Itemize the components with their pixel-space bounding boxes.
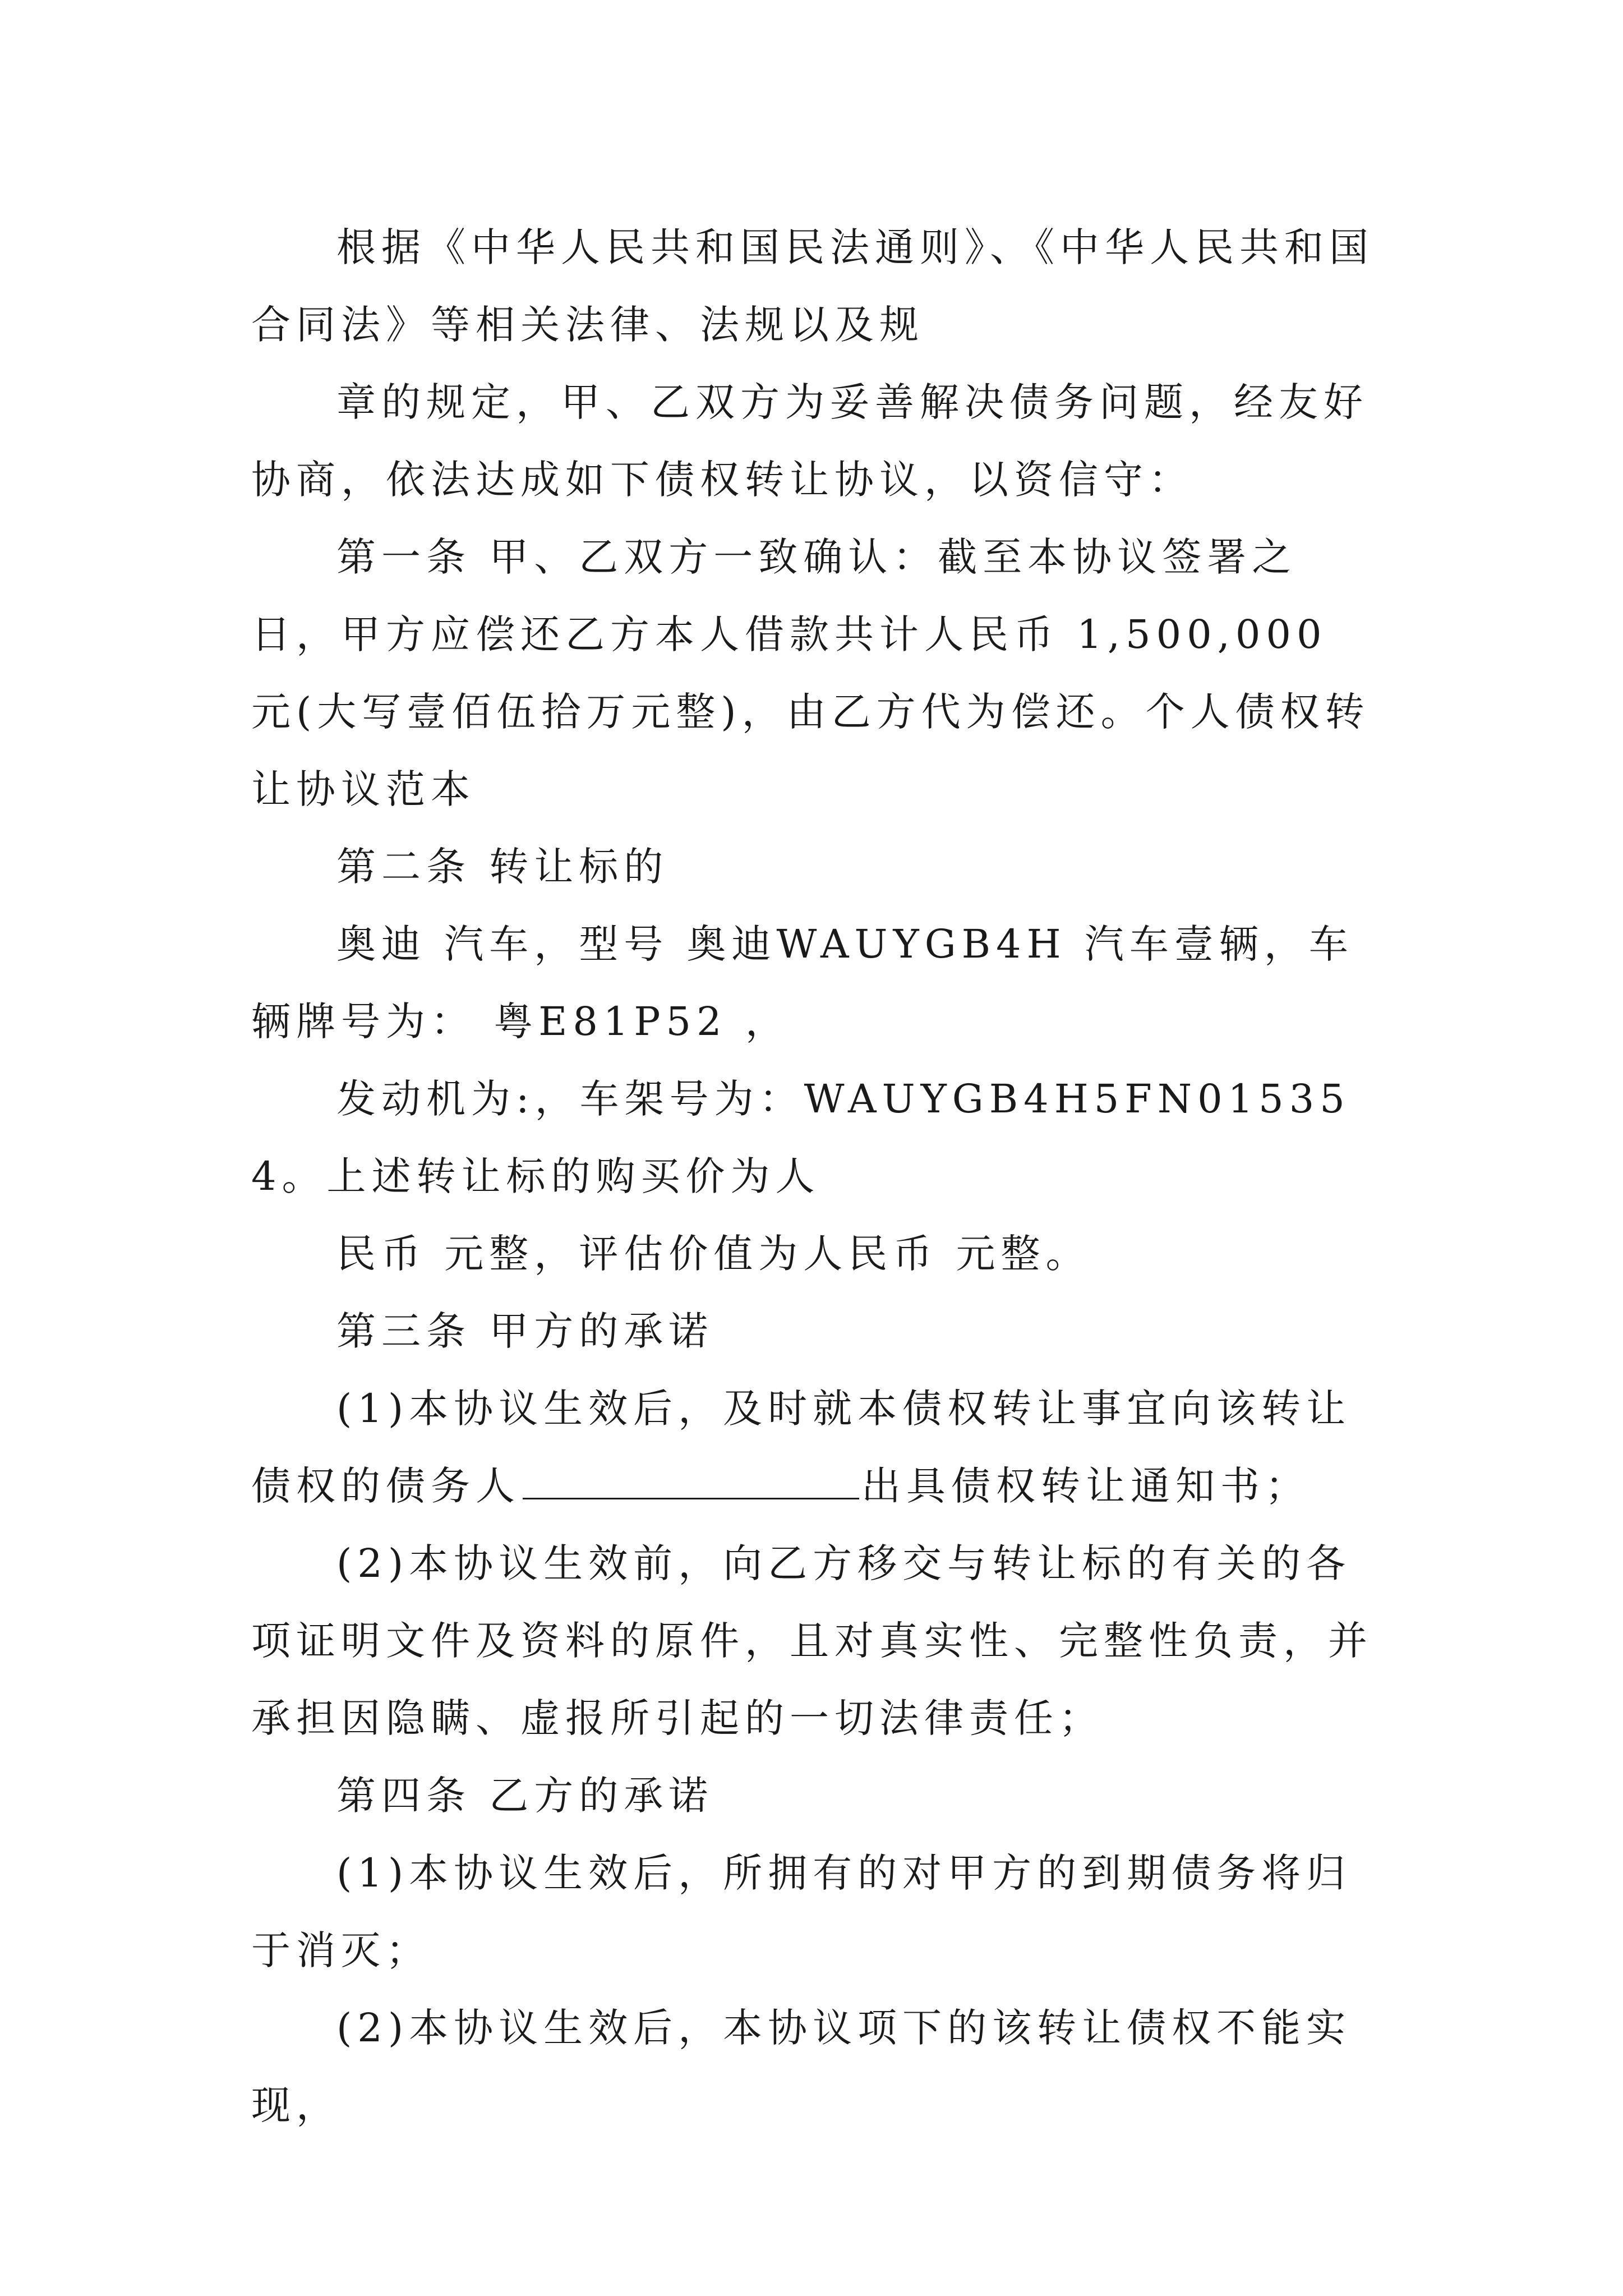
paragraph-vehicle-price: 民币 元整，评估价值为人民币 元整。 [336,1231,1091,1277]
heading-article-2: 第二条 转让标的 [336,844,669,890]
promise-1-text-after: 出具债权转让通知书； [861,1463,1310,1509]
heading-article-3: 第三条 甲方的承诺 [336,1308,714,1354]
paragraph-vehicle-model: 奥迪 汽车，型号 奥迪WAUYGB4H 汽车壹辆，车辆牌号为： 粤E81P52 ， [251,921,1354,1045]
paragraph-vehicle-vin: 发动机为:，车架号为：WAUYGB4H5FN015354。上述转让标的购买价为人 [251,1076,1350,1199]
document-body [251,209,1378,2144]
paragraph-article-1: 第一条 甲、乙双方一致确认：截至本协议签署之日，甲方应偿还乙方本人借款共计人民币 1,500,000 元(大写壹佰伍拾万元整)，由乙方代为偿还。个人债权转让协议范本 [251,534,1370,812]
paragraph-party-a-promise-1 [251,1370,1378,1525]
heading-article-4: 第四条 乙方的承诺 [336,1773,714,1819]
promise-1-text-before: (1)本协议生效后，及时就本债权转让事宜向该转让债权的债务人 [251,1386,1352,1509]
paragraph-legal-basis: 根据《中华人民共和国民法通则》、《中华人民共和国合同法》等相关法律、法规以及规 [251,224,1374,348]
paragraph-party-a-promise-2: (2)本协议生效前，向乙方移交与转让标的有关的各项证明文件及资料的原件，且对真实性、完整性负责，并承担因隐瞒、虚报所引起的一切法律责任； [251,1540,1373,1741]
paragraph-preamble: 章的规定，甲、乙双方为妥善解决债务问题，经友好协商，依法达成如下债权转让协议，以资信守： [251,379,1368,503]
paragraph-party-b-promise-1: (1)本协议生效后，所拥有的对甲方的到期债务将归于消灭； [251,1850,1352,1973]
paragraph-party-b-promise-2: (2)本协议生效后，本协议项下的该转让债权不能实现， [251,2005,1352,2128]
debtor-name-blank [523,1458,859,1499]
